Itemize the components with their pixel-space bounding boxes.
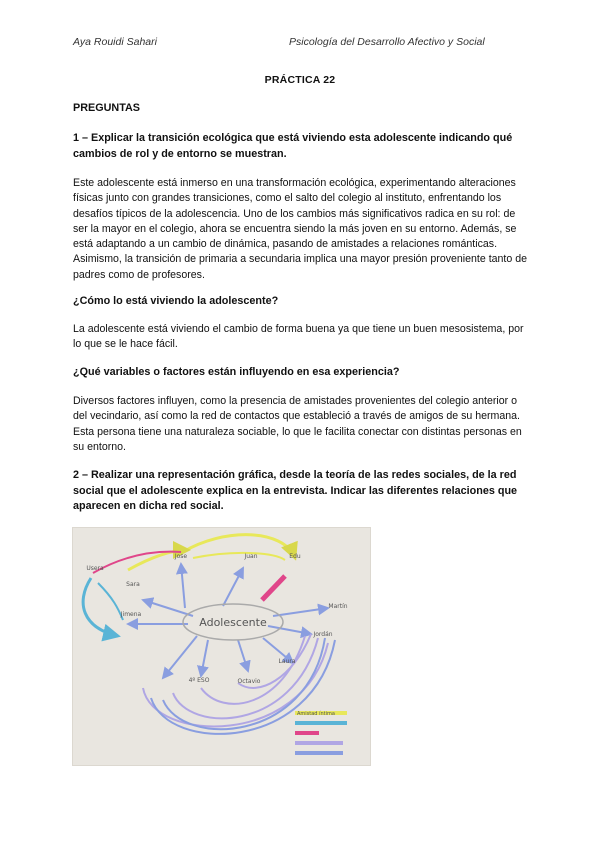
node-label: Sara [126, 581, 140, 588]
node-label: Martín [328, 603, 348, 610]
legend [295, 710, 347, 755]
section-label: PREGUNTAS [73, 102, 140, 114]
author-name: Aya Rouidi Sahari [73, 36, 157, 48]
course-name: Psicología del Desarrollo Afectivo y Social [289, 36, 485, 48]
question-4-heading: 2 – Realizar una representación gráfica, desde la teoría de las redes sociales, de la red social que el adolescente explica en la entrevista. Indicar las diferentes relaciones que aparecen en dicha red social. [73, 469, 518, 512]
question-1-answer: Este adolescente está inmerso en una transformación ecológica, experimentando alteraciones físicas junto con grandes transiciones, como el salto del colegio al instituto, enfrentando los desafíos típicos de la adolescencia. Uno de los cambios más significativos radica en su rol: de ser la mayor en el colegio, ahora se encuentra siendo la más joven en su entorno. Además, se está adaptando a un cambio de dinámica, pasando de amistades a relaciones románticas. Asimismo, la transición de primaria a secundaria implica una mayor presión proveniente tanto de padres como de profesores. [73, 177, 527, 281]
node-label: Usera [86, 565, 104, 572]
node-label: Juan [244, 553, 258, 560]
legend-label: Amistad íntima [297, 711, 335, 717]
yellow-arc-top-2 [193, 553, 285, 560]
center-node-label: Adolescente [199, 616, 267, 629]
node-label: Octavio [237, 678, 261, 685]
node-label: Jimena [120, 611, 142, 618]
node-label: Edu [289, 553, 301, 560]
page-title: PRÁCTICA 22 [264, 74, 336, 86]
question-2-heading: ¿Cómo lo está viviendo la adolescente? [73, 295, 279, 307]
pink-arc [93, 552, 181, 573]
node-label: Jose [174, 553, 188, 560]
social-network-drawing [72, 527, 371, 766]
yellow-arc-top [183, 535, 295, 558]
pink-link [262, 576, 285, 600]
node-label: Jordán [313, 631, 333, 638]
network-sketch [73, 528, 370, 765]
node-label: Laura [278, 658, 296, 665]
question-3-answer: Diversos factores influyen, como la presencia de amistades provenientes del colegio anterior o del vecindario, así como la red de contactos que estableció a través de amigos de su hermana. Esta persona tiene una naturaleza sociable, lo que le facilita conectar con distintas personas en su entorno. [73, 395, 522, 453]
node-label: 4º ESO [188, 677, 210, 684]
cyan-arc-left-2 [98, 583, 123, 620]
question-1-heading: 1 – Explicar la transición ecológica que está viviendo esta adolescente indicando qué cambios de rol y de entorno se muestran. [73, 132, 513, 160]
question-2-answer: La adolescente está viviendo el cambio de forma buena ya que tiene un buen mesosistema, por lo que se le hace fácil. [73, 323, 524, 351]
question-3-heading: ¿Qué variables o factores están influyendo en esa experiencia? [73, 366, 400, 378]
